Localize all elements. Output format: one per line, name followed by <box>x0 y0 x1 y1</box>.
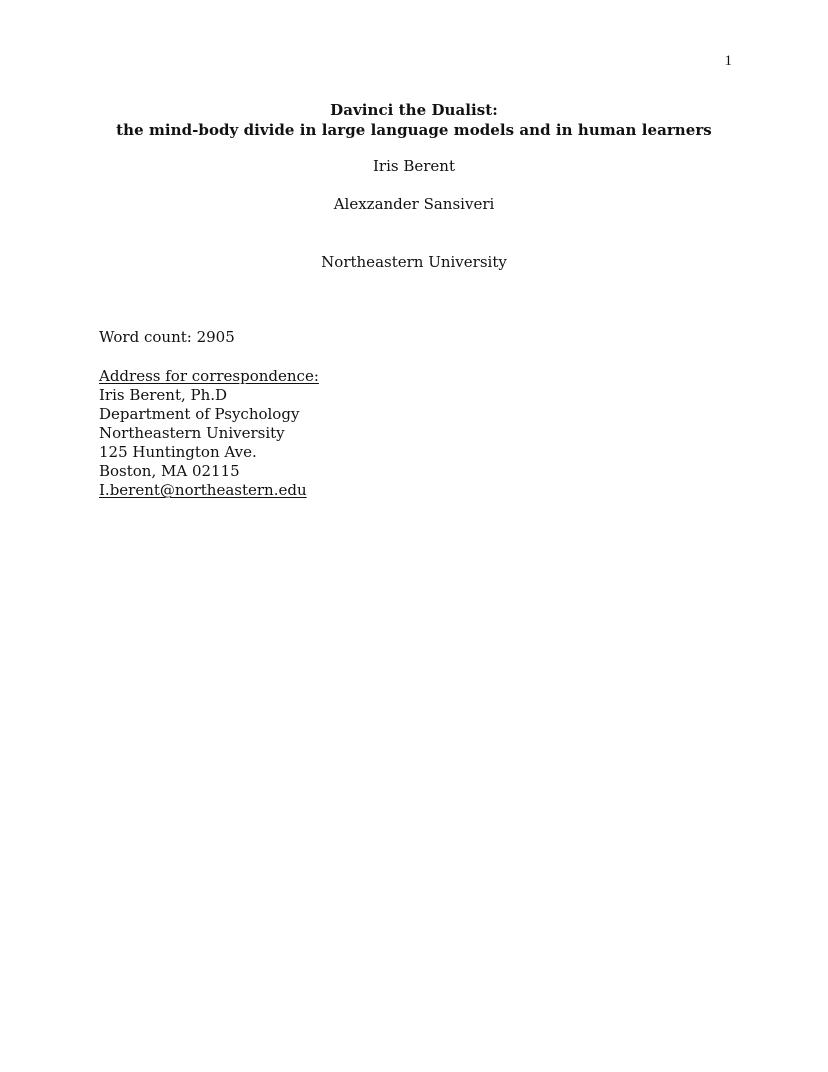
title-line-1: Davinci the Dualist: <box>330 101 498 119</box>
affiliation: Northeastern University <box>321 253 507 271</box>
word-count: Word count: 2905 <box>99 328 235 346</box>
correspondence-email-link[interactable]: I.berent@northeastern.edu <box>99 481 307 499</box>
title-line-2: the mind-body divide in large language models and in human learners <box>116 121 712 139</box>
correspondence-name: Iris Berent, Ph.D <box>99 386 228 404</box>
author-2: Alexzander Sansiveri <box>333 195 495 213</box>
correspondence-university: Northeastern University <box>99 424 285 442</box>
paper-title <box>0 100 828 140</box>
page-number: 1 <box>724 53 732 69</box>
author-1: Iris Berent <box>373 157 455 175</box>
correspondence-heading: Address for correspondence: <box>99 367 319 385</box>
correspondence-city: Boston, MA 02115 <box>99 462 240 480</box>
correspondence-department: Department of Psychology <box>99 405 300 423</box>
correspondence-address <box>99 367 319 500</box>
correspondence-street: 125 Huntington Ave. <box>99 443 257 461</box>
